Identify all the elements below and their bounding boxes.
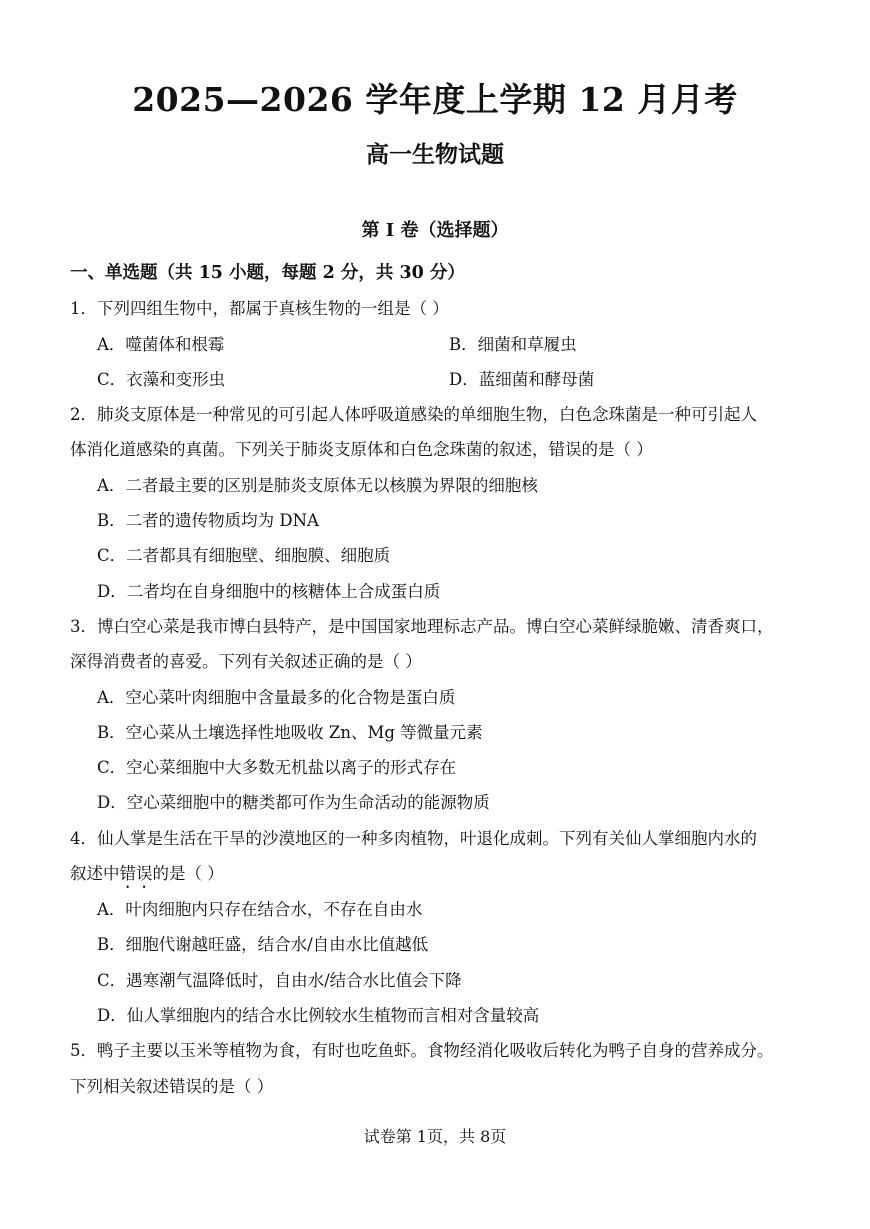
option-a: A．空心菜叶肉细胞中含量最多的化合物是蛋白质 [97, 687, 456, 707]
question-stem-line: 2．肺炎支原体是一种常见的可引起人体呼吸道感染的单细胞生物，白色念珠菌是一种可引起人 [70, 405, 757, 425]
option-b: B．空心菜从土壤选择性地吸收 Zn、Mg 等微量元素 [97, 722, 483, 742]
question-stem-line: 深得消费者的喜爱。下列有关叙述正确的是（ ） [70, 652, 422, 672]
part-heading: 一、单选题（共 15 小题，每题 2 分，共 30 分） [70, 263, 465, 283]
stem-text: 的是（ ） [152, 864, 224, 884]
question-stem: 1．下列四组生物中，都属于真核生物的一组是（ ） [70, 299, 449, 319]
exam-title: 2025—2026 学年度上学期 12 月月考 [132, 80, 738, 119]
option-d: D．二者均在自身细胞中的核糖体上合成蛋白质 [97, 581, 441, 601]
exam-subtitle: 高一生物试题 [366, 141, 504, 168]
question-1 [70, 291, 810, 397]
option-a: A．叶肉细胞内只存在结合水，不存在自由水 [97, 900, 423, 920]
option-b: B．细菌和草履虫 [449, 334, 577, 354]
question-stem-line: 5．鸭子主要以玉米等植物为食，有时也吃鱼虾。食物经消化吸收后转化为鸭子自身的营养成分。 [70, 1041, 774, 1061]
option-d: D．仙人掌细胞内的结合水比例较水生植物而言相对含量较高 [97, 1005, 540, 1025]
question-2 [70, 397, 810, 609]
option-c: C．遇寒潮气温降低时，自由水/结合水比值会下降 [97, 970, 462, 990]
section-heading: 第 I 卷（选择题） [361, 220, 509, 241]
question-stem-line: 体消化道感染的真菌。下列关于肺炎支原体和白色念珠菌的叙述，错误的是（ ） [70, 440, 653, 460]
stem-text: 叙述中 [70, 864, 120, 884]
option-a: A．二者最主要的区别是肺炎支原体无以核膜为界限的细胞核 [97, 475, 538, 495]
question-stem-line: 4．仙人掌是生活在干旱的沙漠地区的一种多肉植物，叶退化成刺。下列有关仙人掌细胞内水的 [70, 828, 757, 848]
option-d: D．蓝细菌和酵母菌 [449, 369, 595, 389]
option-c: C．衣藻和变形虫 [97, 369, 226, 389]
emphasis-text: 错误 [119, 864, 153, 884]
option-c: C．空心菜细胞中大多数无机盐以离子的形式存在 [97, 758, 457, 778]
question-5 [70, 1033, 810, 1104]
question-4 [70, 821, 810, 1033]
option-b: B．二者的遗传物质均为 DNA [97, 511, 319, 531]
option-a: A．噬菌体和根霉 [97, 334, 225, 354]
option-b: B．细胞代谢越旺盛，结合水/自由水比值越低 [97, 935, 429, 955]
question-3 [70, 609, 810, 821]
question-stem-line: 下列相关叙述错误的是（ ） [70, 1076, 274, 1096]
page-footer: 试卷第 1页，共 8页 [363, 1127, 507, 1146]
question-stem-line [70, 856, 810, 892]
question-stem-line: 3．博白空心菜是我市博白县特产，是中国国家地理标志产品。博白空心菜鲜绿脆嫩、清香爽口， [70, 616, 774, 636]
option-row [70, 362, 810, 397]
option-row [70, 327, 810, 362]
option-d: D．空心菜细胞中的糖类都可作为生命活动的能源物质 [97, 793, 490, 813]
option-c: C．二者都具有细胞壁、细胞膜、细胞质 [97, 546, 391, 566]
question-area [70, 256, 810, 1104]
